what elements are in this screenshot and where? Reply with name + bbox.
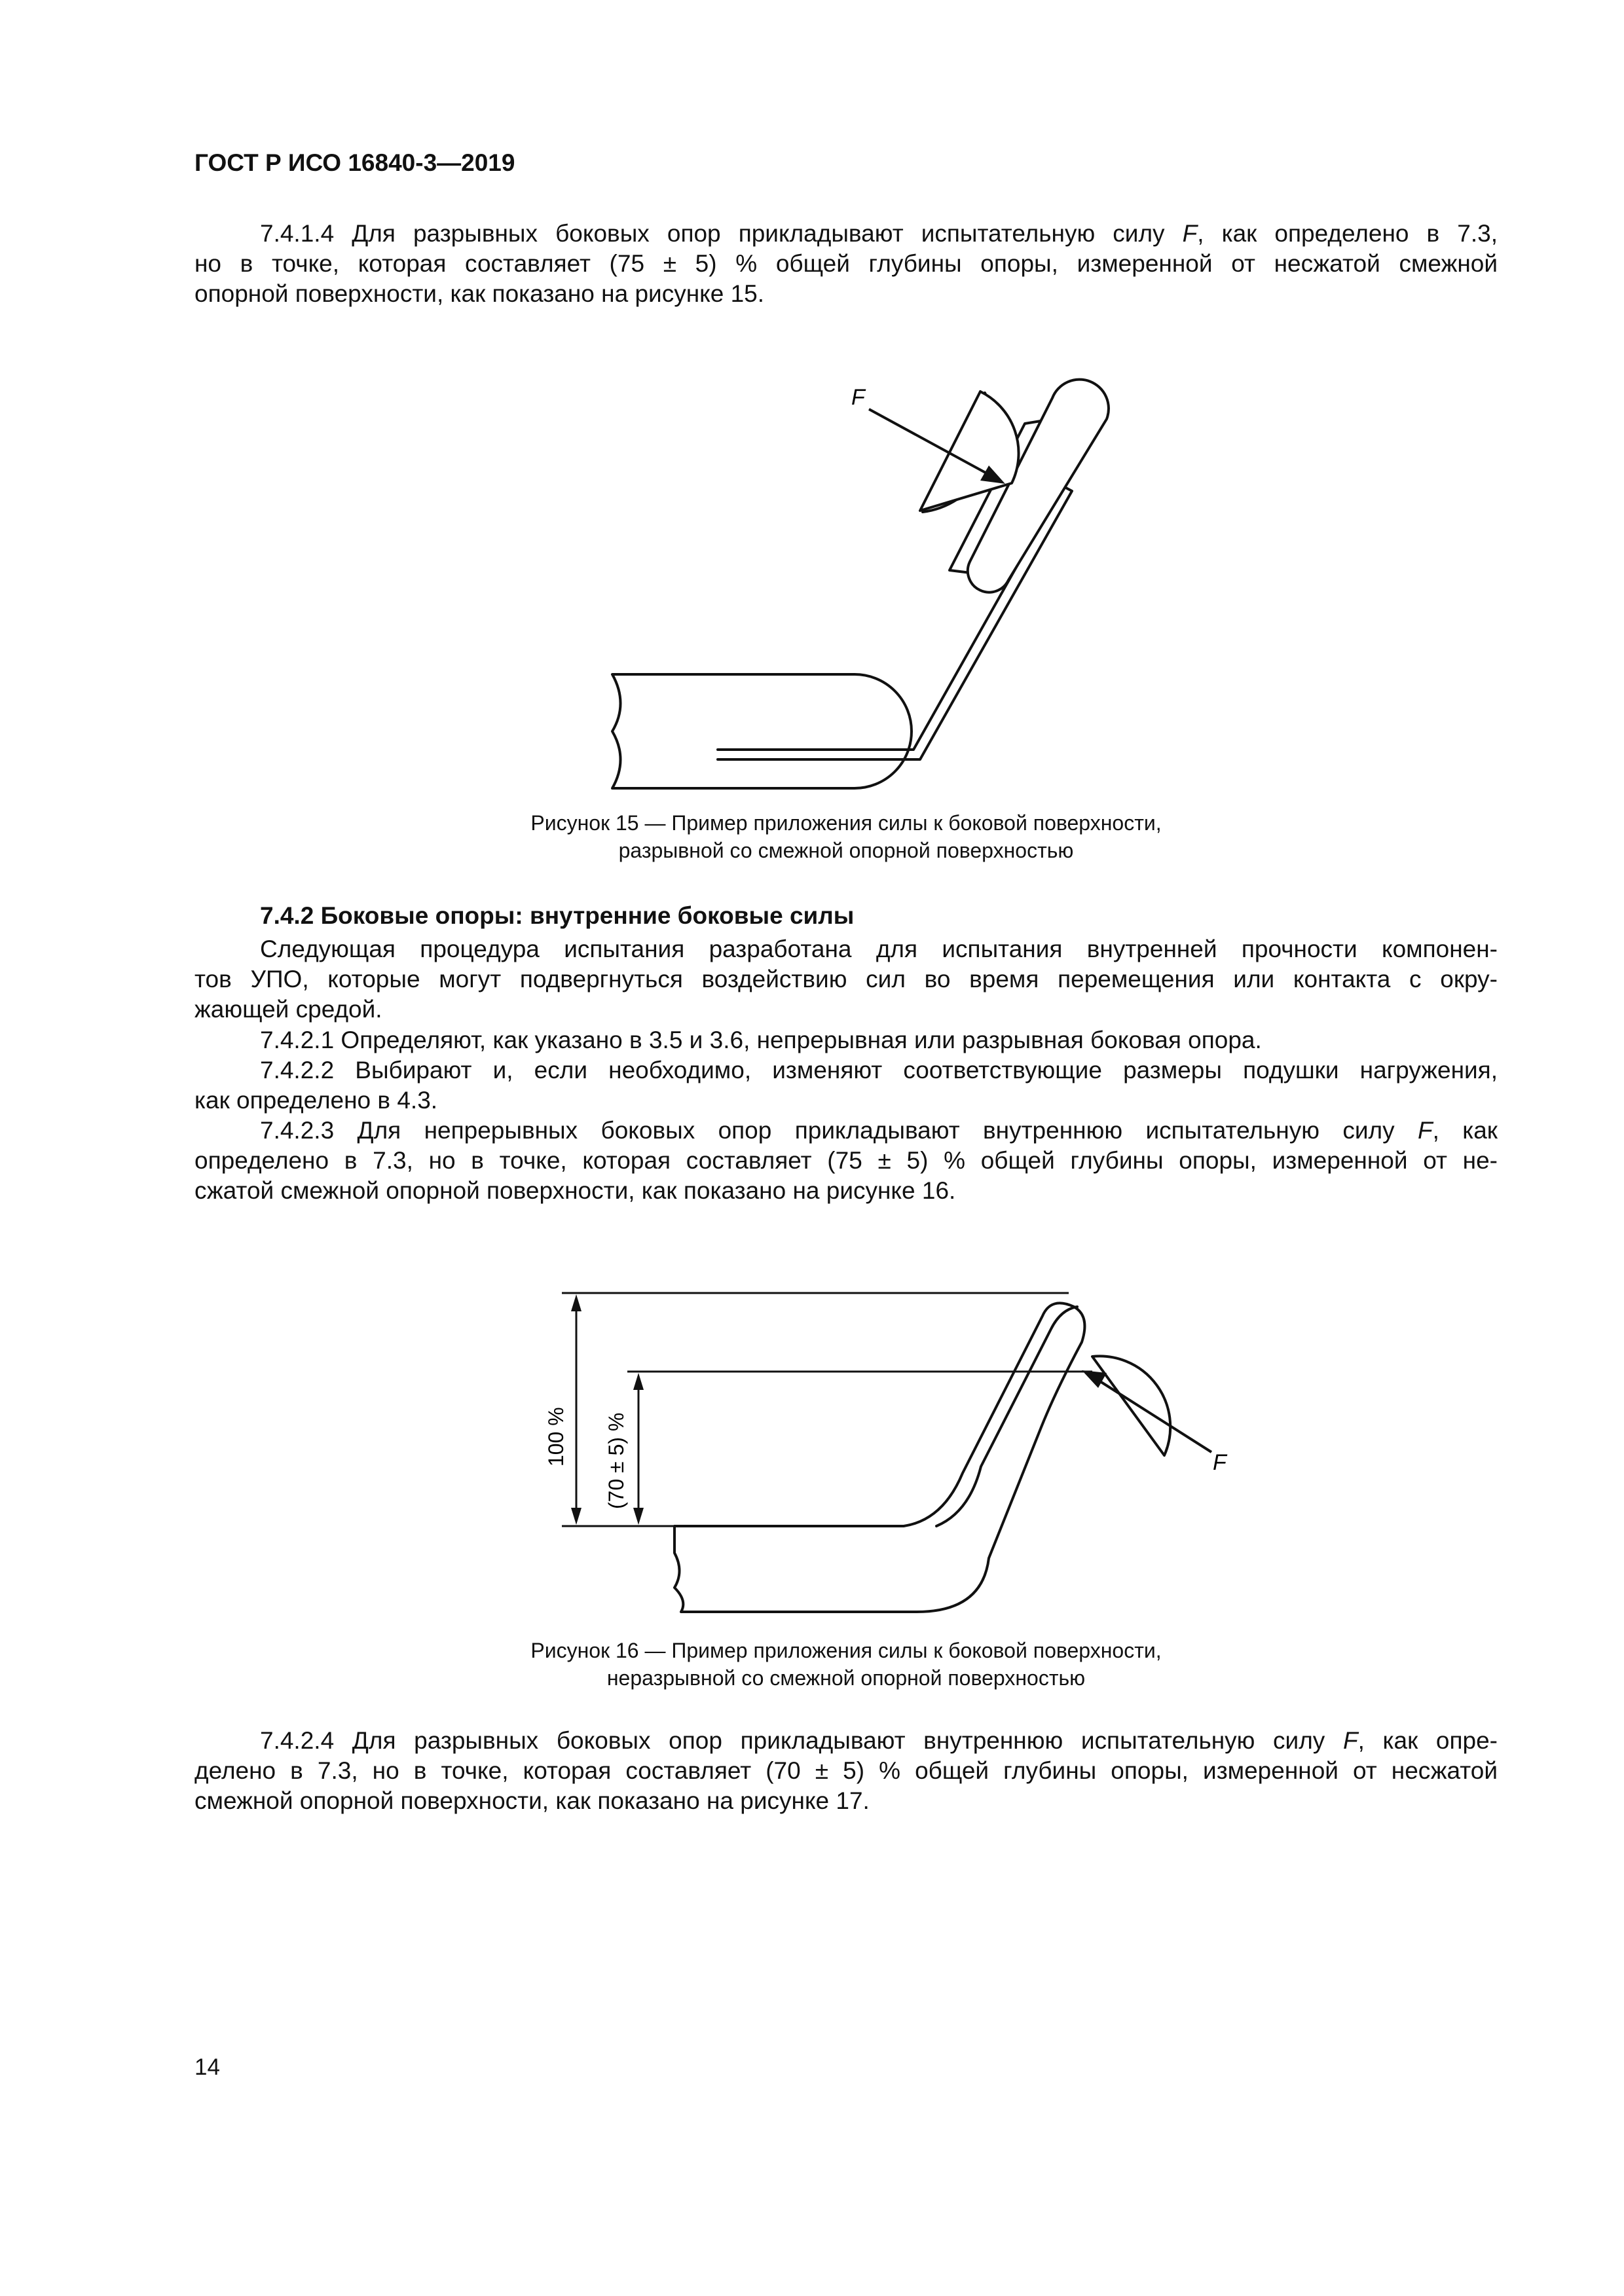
paragraph-line: 7.4.2.4 Для разрывных боковых опор прикладывают внутреннюю испытательную силу F, как опре- (260, 1727, 1498, 1754)
paragraph-line: 7.4.2.1 Определяют, как указано в 3.5 и 3.6, непрерывная или разрывная боковая опора. (260, 1027, 1262, 1053)
caption-line: Рисунок 16 — Пример приложения силы к боковой поверхности, (530, 1639, 1162, 1662)
document-header: ГОСТ Р ИСО 16840-3—2019 (194, 149, 515, 176)
paragraph-line: но в точке, которая составляет (75 ± 5) % общей глубины опоры, измеренной от несжатой смежной (194, 250, 1498, 277)
support-inner-line (936, 1307, 1077, 1526)
dim-label-total: 100 % (544, 1407, 568, 1467)
page-number: 14 (194, 2054, 220, 2080)
caption-line: Рисунок 15 — Пример приложения силы к боковой поверхности, (530, 811, 1162, 835)
caption-line: разрывной со смежной опорной поверхностью (618, 839, 1074, 862)
paragraph-line: Следующая процедура испытания разработана для испытания внутренней прочности компонен- (260, 936, 1498, 962)
force-label: F (851, 385, 865, 410)
paragraph-line: 7.4.2.3 Для непрерывных боковых опор прикладывают внутреннюю испытательную силу F, как (260, 1117, 1498, 1144)
section-heading-7-4-2: 7.4.2 Боковые опоры: внутренние боковые силы (260, 902, 855, 929)
paragraph-line: сжатой смежной опорной поверхности, как показано на рисунке 16. (194, 1177, 956, 1204)
dim-arrow-total-bottom (571, 1508, 581, 1525)
paragraph-line: как определено в 4.3. (194, 1087, 438, 1114)
support-body (674, 1303, 1084, 1612)
dim-label-partial: (70 ± 5) % (604, 1412, 628, 1509)
force-symbol: F (1342, 1727, 1358, 1754)
dim-arrow-total-top (571, 1294, 581, 1311)
paragraph-line: 7.4.1.4 Для разрывных боковых опор прикладывают испытательную силу F, как определено в 7.3, (260, 220, 1498, 247)
loading-pad (1092, 1356, 1170, 1455)
paragraph-line: жающей средой. (194, 996, 382, 1023)
figure-16-caption (194, 1637, 1498, 1692)
paragraph-line: тов УПО, которые могут подвергнуться воздействию сил во время перемещения или контакта с окру- (194, 966, 1498, 993)
force-symbol: F (1417, 1117, 1433, 1144)
paragraph-line: определено в 7.3, но в точке, которая составляет (75 ± 5) % общей глубины опоры, измеренной от не- (194, 1147, 1498, 1174)
paragraph-line: опорной поверхности, как показано на рисунке 15. (194, 280, 765, 307)
dim-arrow-partial-bottom (633, 1508, 644, 1525)
paragraph-line: 7.4.2.2 Выбирают и, если необходимо, изменяют соответствующие размеры подушки нагружения, (260, 1057, 1498, 1084)
paragraph-7-4-2-4 (194, 1726, 1498, 1816)
paragraph-line: делено в 7.3, но в точке, которая составляет (70 ± 5) % общей глубины опоры, измеренной от несжатой (194, 1757, 1498, 1784)
force-symbol: F (1182, 220, 1198, 247)
caption-line: неразрывной со смежной опорной поверхностью (606, 1666, 1086, 1690)
paragraph-line: смежной опорной поверхности, как показано на рисунке 17. (194, 1787, 870, 1814)
dim-arrow-partial-top (633, 1373, 644, 1390)
force-arrowhead (1082, 1370, 1107, 1388)
force-label: F (1213, 1450, 1227, 1475)
